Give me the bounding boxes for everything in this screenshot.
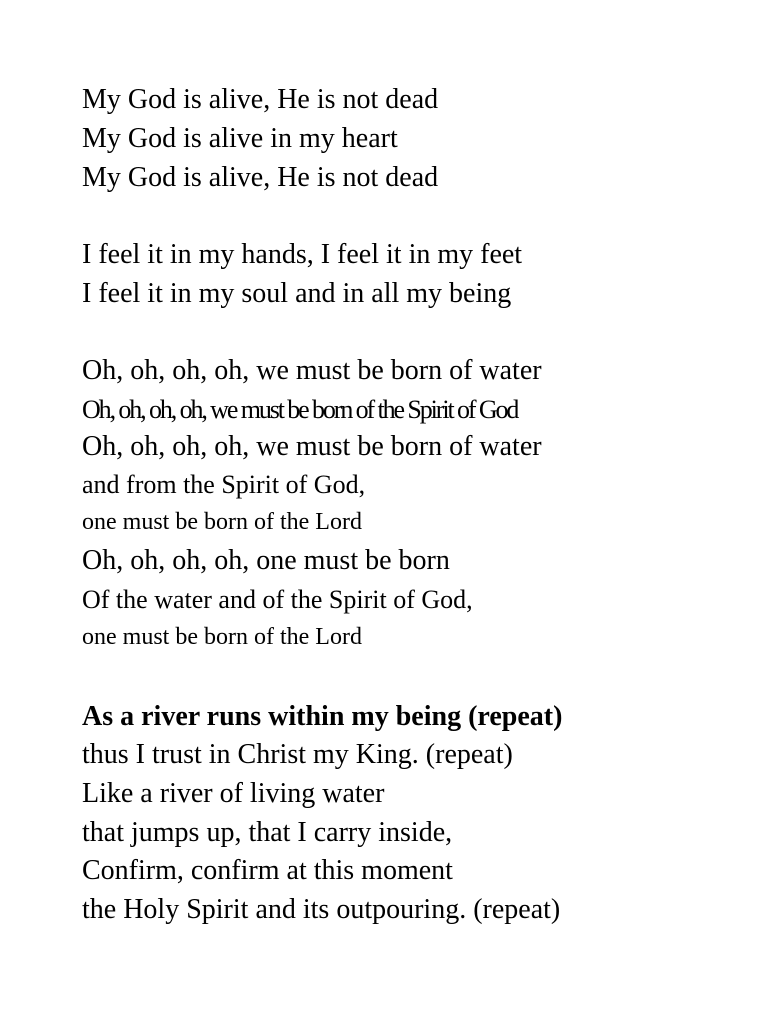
verse3-line-2: thus I trust in Christ my King. (repeat) bbox=[82, 739, 513, 770]
chorus-line-3: Oh, oh, oh, oh, we must be born of water bbox=[82, 431, 542, 462]
chorus-line-2: Oh, oh, oh, oh, we must be born of the Spirit of God bbox=[82, 395, 518, 424]
verse3-line-4: that jumps up, that I carry inside, bbox=[82, 817, 453, 848]
verse1-line-1: My God is alive, He is not dead bbox=[82, 84, 439, 115]
chorus-line-4: and from the Spirit of God, bbox=[82, 470, 366, 499]
verse3-line-5: Confirm, confirm at this moment bbox=[82, 855, 453, 886]
verse1-line-2: My God is alive in my heart bbox=[82, 123, 398, 154]
verse3-line-1: As a river runs within my being (repeat) bbox=[82, 701, 563, 732]
chorus-line-5: one must be born of the Lord bbox=[82, 509, 362, 535]
verse2-line-1: I feel it in my hands, I feel it in my feet bbox=[82, 239, 523, 270]
chorus-line-6: Oh, oh, oh, oh, one must be born bbox=[82, 545, 450, 576]
chorus-line-8: one must be born of the Lord bbox=[82, 624, 362, 650]
verse1-line-3: My God is alive, He is not dead bbox=[82, 162, 439, 193]
chorus-line-7: Of the water and of the Spirit of God, bbox=[82, 585, 473, 614]
chorus-line-1: Oh, oh, oh, oh, we must be born of water bbox=[82, 355, 542, 386]
verse3-line-6: the Holy Spirit and its outpouring. (repeat) bbox=[82, 894, 561, 925]
verse2-line-2: I feel it in my soul and in all my being bbox=[82, 278, 512, 309]
verse3-line-3: Like a river of living water bbox=[82, 778, 385, 809]
